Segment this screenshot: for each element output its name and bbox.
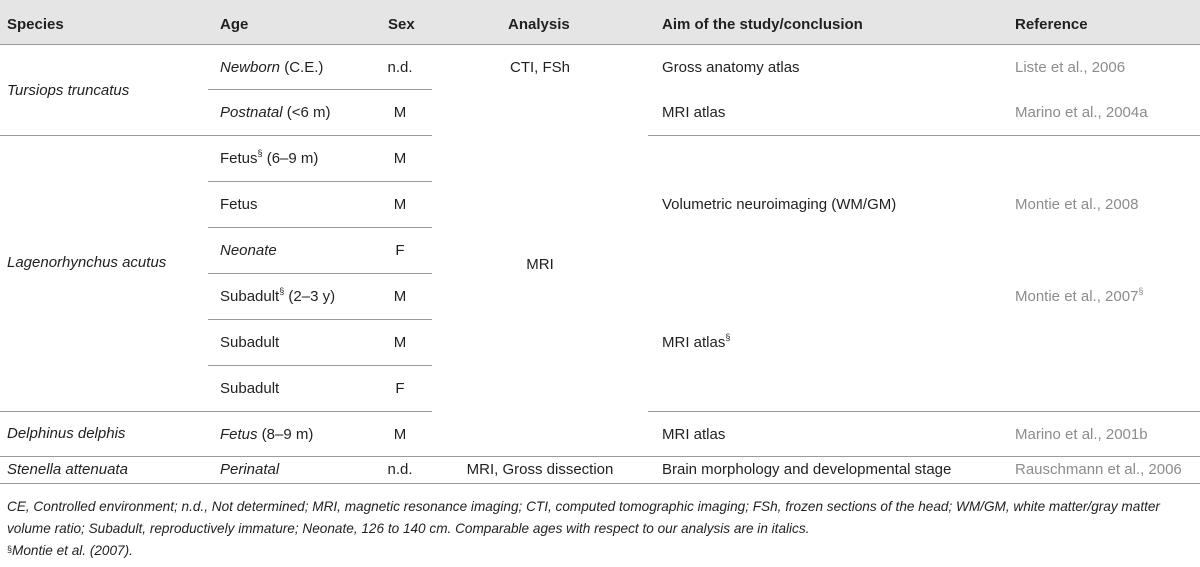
reference-cell: Liste et al., 2006 [1015, 59, 1126, 76]
row-divider [648, 135, 1200, 136]
row-divider [208, 365, 432, 366]
species-delphinus: Delphinus delphis [7, 425, 126, 442]
row-divider [648, 411, 1200, 412]
row-divider [0, 411, 432, 412]
age-cell: Fetus (8–9 m) [220, 426, 314, 443]
species-stenella: Stenella attenuata [7, 461, 128, 478]
row-divider [208, 319, 432, 320]
aim-cell: Gross anatomy atlas [662, 59, 800, 76]
row-divider [0, 483, 1200, 484]
header-analysis: Analysis [508, 16, 570, 33]
aim-cell: Brain morphology and developmental stage [662, 461, 952, 478]
reference-cell: Montie et al., 2007§ [1015, 286, 1144, 305]
sex-cell: F [395, 380, 405, 397]
age-cell: Neonate [220, 242, 277, 259]
sex-cell: n.d. [387, 461, 413, 478]
analysis-cell: CTI, FSh [509, 59, 570, 76]
header-age: Age [220, 16, 249, 33]
species-lagenorhynchus: Lagenorhynchus acutus [7, 254, 167, 271]
age-cell: Newborn (C.E.) [220, 59, 324, 76]
age-cell: Subadult [220, 380, 280, 397]
species-tursiops: Tursiops truncatus [7, 82, 130, 99]
sex-cell: M [393, 104, 407, 121]
table-footnote: CE, Controlled environment; n.d., Not determined; MRI, magnetic resonance imaging; CTI, computed tomographic imaging; FSh, frozen sections of the head; WM/GM, white matter/gray matter volume ratio; Subadult, reproductively immature; Neonate, 126 to 140 cm. Comparable ages with respect to our analysis are in italics. §Montie et al. (2007). [7, 499, 1160, 558]
analysis-cell: MRI [526, 256, 554, 273]
age-cell: Subadult§ (2–3 y) [220, 286, 336, 305]
header-reference: Reference [1015, 16, 1088, 33]
reference-cell: Montie et al., 2008 [1015, 196, 1139, 213]
aim-cell: Volumetric neuroimaging (WM/GM) [662, 196, 897, 213]
analysis-cell: MRI, Gross dissection [466, 461, 614, 478]
header-sex: Sex [388, 16, 415, 33]
age-cell: Subadult [220, 334, 280, 351]
age-cell: Postnatal (<6 m) [220, 104, 331, 121]
reference-cell: Marino et al., 2004a [1015, 104, 1148, 121]
age-cell: Perinatal [220, 461, 280, 478]
age-cell: Fetus [220, 196, 258, 213]
aim-cell: MRI atlas [662, 104, 726, 121]
row-divider [208, 227, 432, 228]
sex-cell: n.d. [387, 59, 413, 76]
sex-cell: M [393, 334, 407, 351]
header-aim: Aim of the study/conclusion [662, 16, 863, 33]
header-species: Species [7, 16, 64, 33]
row-divider [208, 89, 432, 90]
sex-cell: M [393, 150, 407, 167]
reference-cell: Marino et al., 2001b [1015, 426, 1148, 443]
sex-cell: M [393, 426, 407, 443]
row-divider [208, 181, 432, 182]
row-divider [0, 135, 432, 136]
row-divider [0, 456, 1200, 457]
sex-cell: F [395, 242, 405, 259]
aim-cell: MRI atlas§ [662, 332, 731, 351]
reference-cell: Rauschmann et al., 2006 [1015, 461, 1182, 478]
age-cell: Fetus§ (6–9 m) [220, 148, 319, 167]
row-divider [208, 273, 432, 274]
sex-cell: M [393, 288, 407, 305]
aim-cell: MRI atlas [662, 426, 726, 443]
sex-cell: M [393, 196, 407, 213]
